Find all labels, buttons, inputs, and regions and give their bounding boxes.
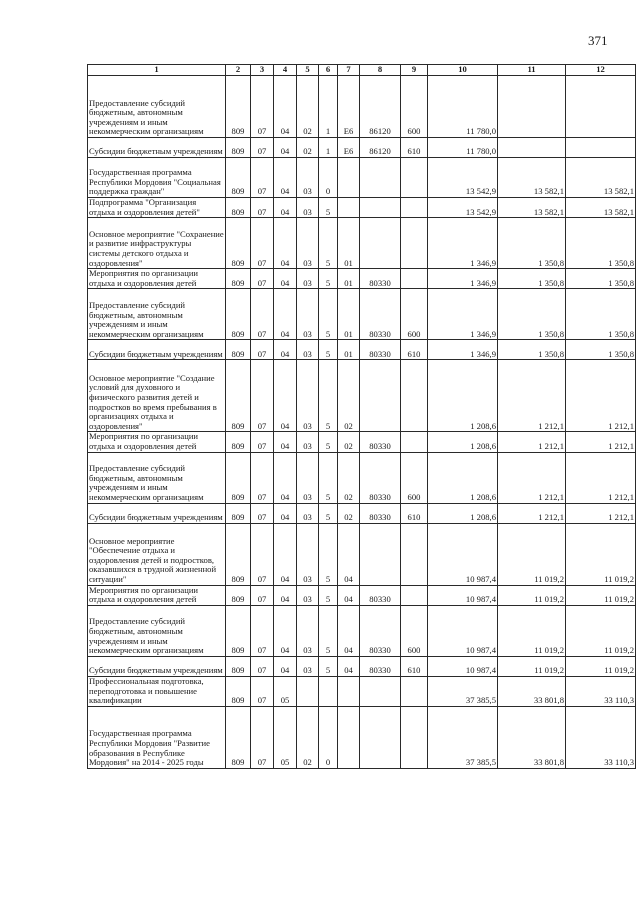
code-cell: 07 xyxy=(251,523,274,585)
code-cell: 03 xyxy=(297,523,319,585)
code-cell: 03 xyxy=(297,340,319,360)
amount-cell: 1 212,1 xyxy=(566,503,636,523)
table-row xyxy=(88,218,636,269)
code-cell: 02 xyxy=(338,360,360,432)
amount-cell: 10 987,4 xyxy=(428,585,498,605)
code-cell xyxy=(401,269,428,289)
amount-cell: 10 987,4 xyxy=(428,523,498,585)
code-cell: 07 xyxy=(251,138,274,158)
code-cell: 809 xyxy=(226,76,251,138)
row-name: Предоставление субсидий бюджетным, автономным учреждениям и иным некоммерческим организациям xyxy=(89,463,204,502)
amount-cell: 10 987,4 xyxy=(428,605,498,656)
code-cell: 610 xyxy=(401,503,428,523)
code-cell: 86120 xyxy=(360,138,401,158)
code-cell: 5 xyxy=(319,585,338,605)
column-header: 1 xyxy=(88,65,226,76)
row-name: Субсидии бюджетным учреждениям xyxy=(89,511,223,522)
amount-cell: 33 110,3 xyxy=(566,706,636,768)
code-cell: 809 xyxy=(226,218,251,269)
code-cell: 80330 xyxy=(360,289,401,340)
code-cell: 809 xyxy=(226,605,251,656)
code-cell: 03 xyxy=(297,452,319,503)
row-name-cell xyxy=(88,452,226,503)
table-row xyxy=(88,706,636,768)
table-row xyxy=(88,360,636,432)
row-name: Мероприятия по организации отдыха и оздоровления детей xyxy=(89,268,199,288)
amount-cell: 11 019,2 xyxy=(566,523,636,585)
table-row xyxy=(88,158,636,198)
code-cell: 809 xyxy=(226,198,251,218)
amount-cell: 13 542,9 xyxy=(428,198,498,218)
row-name-cell xyxy=(88,585,226,605)
code-cell: 809 xyxy=(226,289,251,340)
row-name: Мероприятия по организации отдыха и оздоровления детей xyxy=(89,585,199,605)
row-name-cell xyxy=(88,706,226,768)
code-cell: 80330 xyxy=(360,452,401,503)
amount-cell xyxy=(566,138,636,158)
amount-cell: 11 019,2 xyxy=(566,605,636,656)
code-cell: 02 xyxy=(297,138,319,158)
amount-cell: 1 212,1 xyxy=(566,432,636,452)
amount-cell: 1 208,6 xyxy=(428,452,498,503)
code-cell: 04 xyxy=(274,269,297,289)
amount-cell: 1 208,6 xyxy=(428,432,498,452)
code-cell: 01 xyxy=(338,269,360,289)
row-name-cell xyxy=(88,269,226,289)
code-cell: 5 xyxy=(319,340,338,360)
code-cell: 07 xyxy=(251,706,274,768)
amount-cell: 1 212,1 xyxy=(566,360,636,432)
amount-cell: 1 346,9 xyxy=(428,340,498,360)
code-cell xyxy=(360,676,401,706)
code-cell: 03 xyxy=(297,605,319,656)
row-name-cell xyxy=(88,76,226,138)
amount-cell: 11 780,0 xyxy=(428,138,498,158)
amount-cell: 11 019,2 xyxy=(566,585,636,605)
row-name-cell xyxy=(88,676,226,706)
code-cell: 5 xyxy=(319,432,338,452)
code-cell xyxy=(338,676,360,706)
code-cell: 02 xyxy=(297,706,319,768)
amount-cell: 1 346,9 xyxy=(428,269,498,289)
code-cell: 07 xyxy=(251,452,274,503)
table-row xyxy=(88,76,636,138)
amount-cell xyxy=(498,138,566,158)
amount-cell: 1 350,8 xyxy=(566,269,636,289)
code-cell: 07 xyxy=(251,656,274,676)
code-cell: 03 xyxy=(297,158,319,198)
column-header: 12 xyxy=(566,65,636,76)
code-cell: 809 xyxy=(226,452,251,503)
code-cell xyxy=(297,676,319,706)
code-cell: 07 xyxy=(251,289,274,340)
row-name: Предоставление субсидий бюджетным, автономным учреждениям и иным некоммерческим организациям xyxy=(89,616,204,656)
table-row xyxy=(88,269,636,289)
row-name-cell xyxy=(88,218,226,269)
code-cell: 1 xyxy=(319,138,338,158)
amount-cell: 1 212,1 xyxy=(498,432,566,452)
row-name-cell xyxy=(88,198,226,218)
code-cell: 610 xyxy=(401,340,428,360)
table-body xyxy=(88,76,636,769)
amount-cell: 13 582,1 xyxy=(566,198,636,218)
code-cell: 809 xyxy=(226,269,251,289)
row-name-cell xyxy=(88,503,226,523)
code-cell: Е6 xyxy=(338,76,360,138)
code-cell: 07 xyxy=(251,605,274,656)
code-cell: 5 xyxy=(319,452,338,503)
row-name: Государственная программа Республики Мордовия "Социальная поддержка граждан" xyxy=(89,167,221,197)
code-cell: Е6 xyxy=(338,138,360,158)
amount-cell: 1 212,1 xyxy=(498,452,566,503)
row-name: Основное мероприятие "Создание условий для духовного и физического развития детей и подростков во время пребывания в организациях отдыха и оздоровления" xyxy=(89,372,217,431)
code-cell: 600 xyxy=(401,289,428,340)
amount-cell: 13 582,1 xyxy=(498,198,566,218)
code-cell: 809 xyxy=(226,360,251,432)
code-cell: 809 xyxy=(226,503,251,523)
amount-cell: 11 019,2 xyxy=(498,656,566,676)
code-cell: 01 xyxy=(338,340,360,360)
code-cell: 07 xyxy=(251,585,274,605)
code-cell: 07 xyxy=(251,218,274,269)
code-cell: 02 xyxy=(338,452,360,503)
table-row xyxy=(88,605,636,656)
code-cell: 809 xyxy=(226,523,251,585)
code-cell: 5 xyxy=(319,656,338,676)
amount-cell: 33 110,3 xyxy=(566,676,636,706)
code-cell: 07 xyxy=(251,360,274,432)
header-row xyxy=(88,65,636,76)
row-name: Предоставление субсидий бюджетным, автономным учреждениям и иным некоммерческим организациям xyxy=(89,300,204,339)
code-cell: 5 xyxy=(319,360,338,432)
column-header: 3 xyxy=(251,65,274,76)
code-cell xyxy=(360,158,401,198)
row-name: Мероприятия по организации отдыха и оздоровления детей xyxy=(89,431,199,451)
code-cell xyxy=(401,585,428,605)
row-name-cell xyxy=(88,158,226,198)
table-row xyxy=(88,503,636,523)
code-cell: 610 xyxy=(401,656,428,676)
table-row xyxy=(88,656,636,676)
amount-cell: 13 542,9 xyxy=(428,158,498,198)
code-cell xyxy=(319,676,338,706)
amount-cell: 11 019,2 xyxy=(498,523,566,585)
row-name: Предоставление субсидий бюджетным, автономным учреждениям и иным некоммерческим организациям xyxy=(89,97,204,137)
row-name: Государственная программа Республики Мордовия "Развитие образования в Республике Мордовия" на 2014 - 2025 годы xyxy=(89,728,210,768)
code-cell: 809 xyxy=(226,706,251,768)
code-cell: 809 xyxy=(226,432,251,452)
code-cell: 600 xyxy=(401,76,428,138)
code-cell: 04 xyxy=(338,523,360,585)
amount-cell: 1 208,6 xyxy=(428,360,498,432)
code-cell: 80330 xyxy=(360,269,401,289)
code-cell: 04 xyxy=(274,605,297,656)
row-name-cell xyxy=(88,138,226,158)
code-cell: 03 xyxy=(297,198,319,218)
code-cell: 03 xyxy=(297,360,319,432)
page-number: 371 xyxy=(588,33,608,48)
code-cell: 07 xyxy=(251,76,274,138)
column-header: 7 xyxy=(338,65,360,76)
row-name-cell xyxy=(88,656,226,676)
code-cell: 86120 xyxy=(360,76,401,138)
row-name-cell xyxy=(88,523,226,585)
row-name: Основное мероприятие "Обеспечение отдыха и оздоровления детей и подростков, оказавшихся в трудной жизненной ситуации" xyxy=(89,535,217,584)
row-name-cell xyxy=(88,340,226,360)
table-row xyxy=(88,432,636,452)
code-cell: 5 xyxy=(319,503,338,523)
column-header: 5 xyxy=(297,65,319,76)
code-cell xyxy=(360,360,401,432)
amount-cell: 11 019,2 xyxy=(498,605,566,656)
row-name-cell xyxy=(88,432,226,452)
code-cell: 809 xyxy=(226,656,251,676)
column-header: 6 xyxy=(319,65,338,76)
column-header: 10 xyxy=(428,65,498,76)
code-cell: 01 xyxy=(338,218,360,269)
table-row xyxy=(88,198,636,218)
amount-cell: 1 350,8 xyxy=(498,218,566,269)
code-cell: 04 xyxy=(274,218,297,269)
table-row xyxy=(88,340,636,360)
amount-cell: 33 801,8 xyxy=(498,676,566,706)
code-cell: 80330 xyxy=(360,340,401,360)
code-cell: 0 xyxy=(319,158,338,198)
row-name: Субсидии бюджетным учреждениям xyxy=(89,348,223,359)
code-cell xyxy=(401,158,428,198)
code-cell: 02 xyxy=(338,503,360,523)
code-cell: 03 xyxy=(297,585,319,605)
code-cell: 5 xyxy=(319,198,338,218)
table-row xyxy=(88,523,636,585)
code-cell: 600 xyxy=(401,605,428,656)
amount-cell: 37 385,5 xyxy=(428,706,498,768)
table-row xyxy=(88,676,636,706)
code-cell xyxy=(360,218,401,269)
code-cell xyxy=(360,706,401,768)
code-cell: 600 xyxy=(401,452,428,503)
column-header: 11 xyxy=(498,65,566,76)
code-cell: 5 xyxy=(319,218,338,269)
code-cell: 07 xyxy=(251,158,274,198)
code-cell: 01 xyxy=(338,289,360,340)
code-cell: 610 xyxy=(401,138,428,158)
code-cell xyxy=(360,523,401,585)
amount-cell: 1 346,9 xyxy=(428,218,498,269)
amount-cell: 37 385,5 xyxy=(428,676,498,706)
code-cell: 80330 xyxy=(360,585,401,605)
code-cell: 07 xyxy=(251,432,274,452)
amount-cell: 1 212,1 xyxy=(566,452,636,503)
code-cell: 809 xyxy=(226,340,251,360)
code-cell: 04 xyxy=(274,523,297,585)
code-cell xyxy=(401,218,428,269)
code-cell: 04 xyxy=(274,76,297,138)
amount-cell: 1 350,8 xyxy=(498,340,566,360)
code-cell: 04 xyxy=(274,340,297,360)
row-name-cell xyxy=(88,360,226,432)
column-header: 2 xyxy=(226,65,251,76)
code-cell: 03 xyxy=(297,656,319,676)
code-cell: 02 xyxy=(297,76,319,138)
column-header: 9 xyxy=(401,65,428,76)
amount-cell: 1 212,1 xyxy=(498,503,566,523)
amount-cell: 1 208,6 xyxy=(428,503,498,523)
amount-cell: 1 350,8 xyxy=(498,269,566,289)
code-cell: 04 xyxy=(338,605,360,656)
code-cell: 04 xyxy=(274,360,297,432)
code-cell xyxy=(401,523,428,585)
code-cell: 0 xyxy=(319,706,338,768)
code-cell: 04 xyxy=(274,503,297,523)
column-header: 4 xyxy=(274,65,297,76)
code-cell: 03 xyxy=(297,269,319,289)
row-name-cell xyxy=(88,289,226,340)
amount-cell xyxy=(498,76,566,138)
code-cell: 07 xyxy=(251,269,274,289)
code-cell: 04 xyxy=(274,585,297,605)
code-cell: 1 xyxy=(319,76,338,138)
code-cell: 04 xyxy=(274,138,297,158)
code-cell: 04 xyxy=(274,198,297,218)
code-cell: 04 xyxy=(338,585,360,605)
table-row xyxy=(88,452,636,503)
amount-cell: 1 212,1 xyxy=(498,360,566,432)
code-cell: 04 xyxy=(338,656,360,676)
table-row xyxy=(88,138,636,158)
code-cell: 809 xyxy=(226,676,251,706)
row-name: Субсидии бюджетным учреждениям xyxy=(89,146,223,157)
code-cell: 07 xyxy=(251,340,274,360)
budget-table xyxy=(87,64,636,769)
row-name: Подпрограмма "Организация отдыха и оздоровления детей" xyxy=(89,197,200,217)
row-name: Профессиональная подготовка, переподготовка и повышение квалификации xyxy=(89,676,204,706)
code-cell xyxy=(360,198,401,218)
code-cell: 03 xyxy=(297,432,319,452)
code-cell: 5 xyxy=(319,605,338,656)
amount-cell: 1 350,8 xyxy=(566,289,636,340)
amount-cell: 11 019,2 xyxy=(498,585,566,605)
code-cell: 809 xyxy=(226,138,251,158)
code-cell: 80330 xyxy=(360,605,401,656)
table-row xyxy=(88,289,636,340)
code-cell: 03 xyxy=(297,503,319,523)
row-name: Основное мероприятие "Сохранение и развитие инфраструктуры системы детского отдыха и оздоровления" xyxy=(89,228,224,268)
code-cell xyxy=(338,158,360,198)
code-cell: 07 xyxy=(251,676,274,706)
code-cell xyxy=(401,198,428,218)
code-cell xyxy=(401,360,428,432)
code-cell: 04 xyxy=(274,289,297,340)
code-cell: 80330 xyxy=(360,656,401,676)
code-cell: 04 xyxy=(274,452,297,503)
amount-cell: 11 780,0 xyxy=(428,76,498,138)
amount-cell: 13 582,1 xyxy=(498,158,566,198)
code-cell xyxy=(338,198,360,218)
amount-cell xyxy=(566,76,636,138)
code-cell: 80330 xyxy=(360,432,401,452)
code-cell xyxy=(401,676,428,706)
amount-cell: 1 350,8 xyxy=(566,218,636,269)
code-cell: 04 xyxy=(274,158,297,198)
code-cell: 809 xyxy=(226,585,251,605)
code-cell: 07 xyxy=(251,503,274,523)
code-cell: 04 xyxy=(274,432,297,452)
amount-cell: 10 987,4 xyxy=(428,656,498,676)
code-cell: 809 xyxy=(226,158,251,198)
code-cell: 02 xyxy=(338,432,360,452)
amount-cell: 33 801,8 xyxy=(498,706,566,768)
amount-cell: 1 350,8 xyxy=(566,340,636,360)
column-header: 8 xyxy=(360,65,401,76)
code-cell: 03 xyxy=(297,218,319,269)
code-cell: 07 xyxy=(251,198,274,218)
amount-cell: 13 582,1 xyxy=(566,158,636,198)
code-cell xyxy=(338,706,360,768)
code-cell: 05 xyxy=(274,706,297,768)
code-cell: 5 xyxy=(319,269,338,289)
code-cell: 03 xyxy=(297,289,319,340)
row-name: Субсидии бюджетным учреждениям xyxy=(89,665,223,676)
code-cell: 5 xyxy=(319,289,338,340)
code-cell: 80330 xyxy=(360,503,401,523)
code-cell xyxy=(401,706,428,768)
table-row xyxy=(88,585,636,605)
amount-cell: 1 350,8 xyxy=(498,289,566,340)
amount-cell: 11 019,2 xyxy=(566,656,636,676)
code-cell: 5 xyxy=(319,523,338,585)
code-cell: 04 xyxy=(274,656,297,676)
code-cell: 05 xyxy=(274,676,297,706)
amount-cell: 1 346,9 xyxy=(428,289,498,340)
code-cell xyxy=(401,432,428,452)
row-name-cell xyxy=(88,605,226,656)
